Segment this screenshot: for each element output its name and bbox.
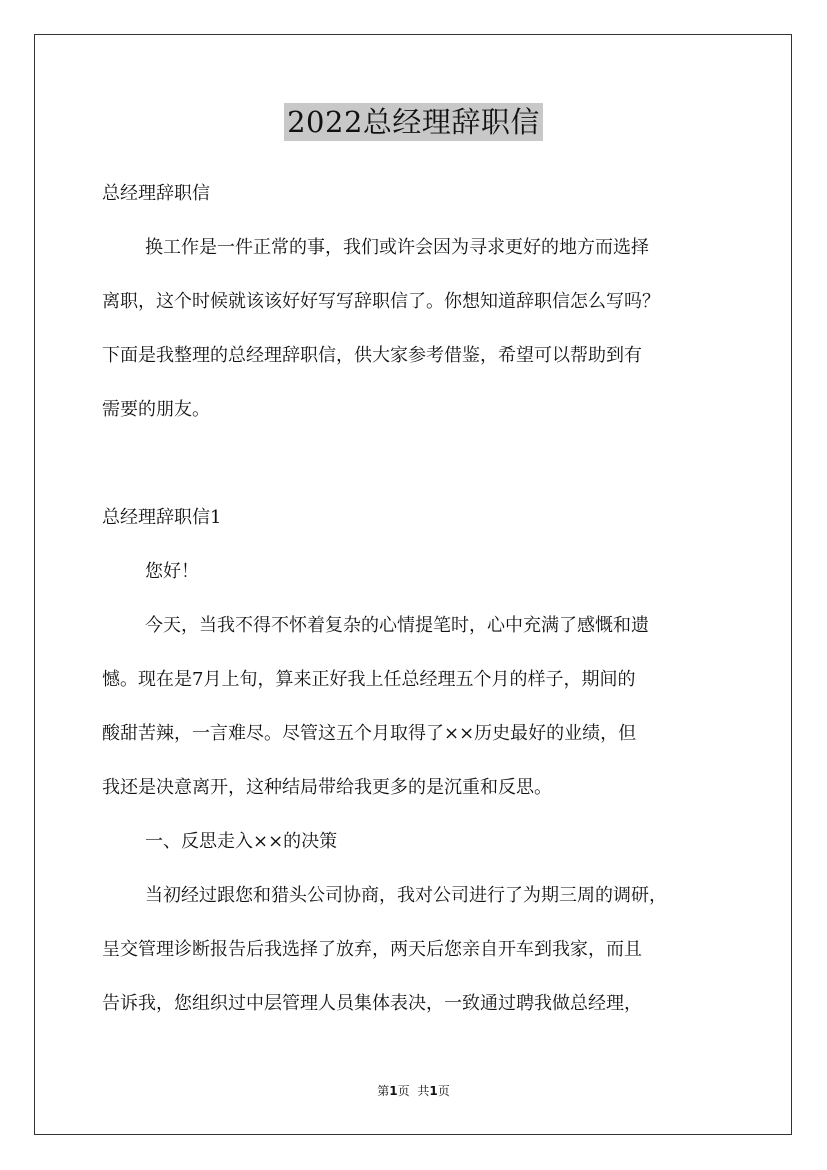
paragraph-line: 换工作是一件正常的事，我们或许会因为寻求更好的地方而选择 — [145, 237, 649, 258]
paragraph-line: 下面是我整理的总经理辞职信，供大家参考借鉴，希望可以帮助到有 — [102, 345, 642, 366]
paragraph-line: 需要的朋友。 — [102, 399, 210, 420]
section-heading: 总经理辞职信 — [102, 183, 210, 204]
title-container — [0, 103, 827, 141]
section-heading: 总经理辞职信1 — [102, 507, 222, 528]
paragraph-line: 当初经过跟您和猎头公司协商，我对公司进行了为期三周的调研， — [145, 885, 667, 906]
salutation: 您好！ — [145, 561, 199, 582]
footer-total-prefix: 共 — [417, 1084, 430, 1098]
paragraph-line: 酸甜苦辣，一言难尽。尽管这五个月取得了××历史最好的业绩，但 — [102, 723, 637, 744]
paragraph-line: 离职，这个时候就该该好好写写辞职信了。你想知道辞职信怎么写吗？ — [102, 291, 660, 312]
page-footer — [0, 1083, 827, 1099]
document-title: 2022总经理辞职信 — [284, 103, 543, 141]
paragraph-line: 告诉我，您组织过中层管理人员集体表决，一致通过聘我做总经理， — [102, 993, 642, 1014]
footer-total-number: 1 — [429, 1084, 438, 1098]
footer-total-suffix: 页 — [437, 1084, 450, 1098]
paragraph-line: 我还是决意离开，这种结局带给我更多的是沉重和反思。 — [102, 777, 552, 798]
paragraph-line: 呈交管理诊断报告后我选择了放弃，两天后您亲自开车到我家，而且 — [102, 939, 642, 960]
footer-page-prefix: 第 — [377, 1084, 390, 1098]
footer-page-number: 1 — [389, 1084, 398, 1098]
paragraph-line: 憾。现在是7月上旬，算来正好我上任总经理五个月的样子，期间的 — [102, 669, 636, 690]
subsection-heading: 一、反思走入××的决策 — [145, 831, 338, 852]
paragraph-line: 今天，当我不得不怀着复杂的心情提笔时，心中充满了感慨和遗 — [145, 615, 649, 636]
footer-page-suffix: 页 — [397, 1084, 410, 1098]
